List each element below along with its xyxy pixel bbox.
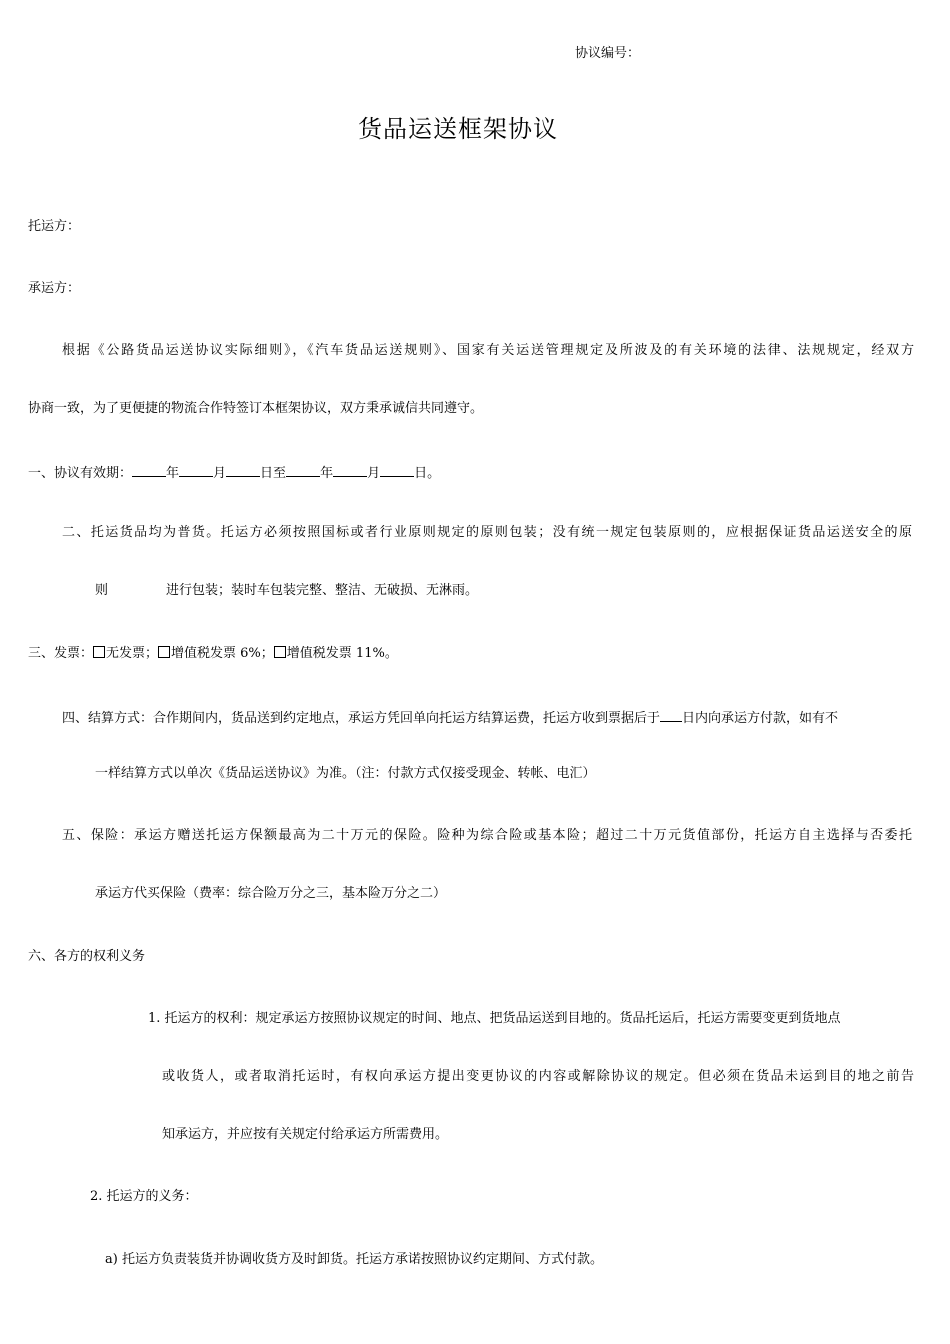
carrier-label: 承运方： — [28, 281, 81, 296]
blank-day-start — [226, 462, 260, 477]
clause-4-line-1a: 四、结算方式：合作期间内，货品送到约定地点，承运方凭回单向托运方结算运费，托运方收到票据后于 — [62, 711, 661, 726]
clause-1-validity — [28, 462, 440, 483]
clause-1-prefix: 一、协议有效期： — [28, 466, 133, 481]
clause-3-prefix: 三、发票： — [28, 646, 94, 661]
clause-6-item-1-line-3: 知承运方，并应按有关规定付给承运方所需费用。 — [162, 1127, 449, 1142]
day-end-label: 日。 — [414, 466, 441, 481]
no-invoice-checkbox[interactable] — [93, 646, 105, 658]
month-label: 月 — [213, 466, 227, 481]
clause-4-line-2: 一样结算方式以单次《货品运送协议》为准。（注：付款方式仅接受现金、转帐、电汇） — [95, 766, 596, 781]
vat-6-checkbox[interactable] — [158, 646, 170, 658]
clause-6-item-2-heading: 2. 托运方的义务： — [90, 1189, 198, 1204]
clause-6-item-1-line-1: 1. 托运方的权利：规定承运方按照协议规定的时间、地点、把货品运送到目地的。货品托运后，托运方需要变更到货地点 — [148, 1011, 841, 1026]
clause-6-item-1-line-2: 或收货人，或者取消托运时，有权向承运方提出变更协议的内容或解除协议的规定。但必须在货品未运到目的地之前告 — [162, 1069, 914, 1084]
clause-5-line-1: 五、保险：承运方赠送托运方保额最高为二十万元的保险。险种为综合险或基本险；超过二十万元货值部份，托运方自主选择与否委托 — [62, 828, 912, 843]
day-to-label: 日至 — [260, 466, 287, 481]
clause-6-item-2-a: a) 托运方负责装货并协调收货方及时卸货。托运方承诺按照协议约定期间、方式付款。 — [105, 1252, 603, 1267]
clause-3-invoice — [28, 645, 398, 663]
document-title: 货品运送框架协议 — [358, 115, 558, 143]
blank-year-start — [132, 462, 166, 477]
vat-11-checkbox[interactable] — [274, 646, 286, 658]
blank-month-start — [179, 462, 213, 477]
clause-5-line-2: 承运方代买保险（费率：综合险万分之三，基本险万分之二） — [95, 886, 447, 901]
no-invoice-label: 无发票； — [106, 646, 159, 661]
clause-2-line-1: 二、托运货品均为普货。托运方必须按照国标或者行业原则规定的原则包装；没有统一规定包装原则的，应根据保证货品运送安全的原 — [62, 525, 912, 540]
clause-2-line-2a: 则 — [95, 583, 109, 598]
consignor-label: 托运方： — [28, 219, 81, 234]
clause-4-line-1 — [62, 707, 838, 728]
clause-6-heading: 六、各方的权利义务 — [28, 949, 146, 964]
clause-2-line-2b: 进行包装；装时车包装完整、整洁、无破损、无淋雨。 — [166, 583, 479, 598]
blank-month-end — [333, 462, 367, 477]
preamble-line-1: 根据《公路货品运送协议实际细则》，《汽车货品运送规则》、国家有关运送管理规定及所波及的有关环境的法律、法规规定，经双方 — [62, 343, 914, 358]
year-label: 年 — [166, 466, 180, 481]
blank-day-end — [380, 462, 414, 477]
year-label-2: 年 — [320, 466, 334, 481]
clause-4-line-1b: 日内向承运方付款，如有不 — [682, 711, 839, 726]
month-label-2: 月 — [367, 466, 381, 481]
vat-6-label: 增值税发票 6%； — [171, 646, 274, 661]
blank-year-end — [286, 462, 320, 477]
vat-11-label: 增值税发票 11%。 — [286, 646, 398, 661]
preamble-line-2: 协商一致，为了更便捷的物流合作特签订本框架协议，双方秉承诚信共同遵守。 — [28, 401, 484, 416]
blank-payment-days — [660, 707, 682, 722]
agreement-number-label: 协议编号： — [575, 46, 641, 61]
